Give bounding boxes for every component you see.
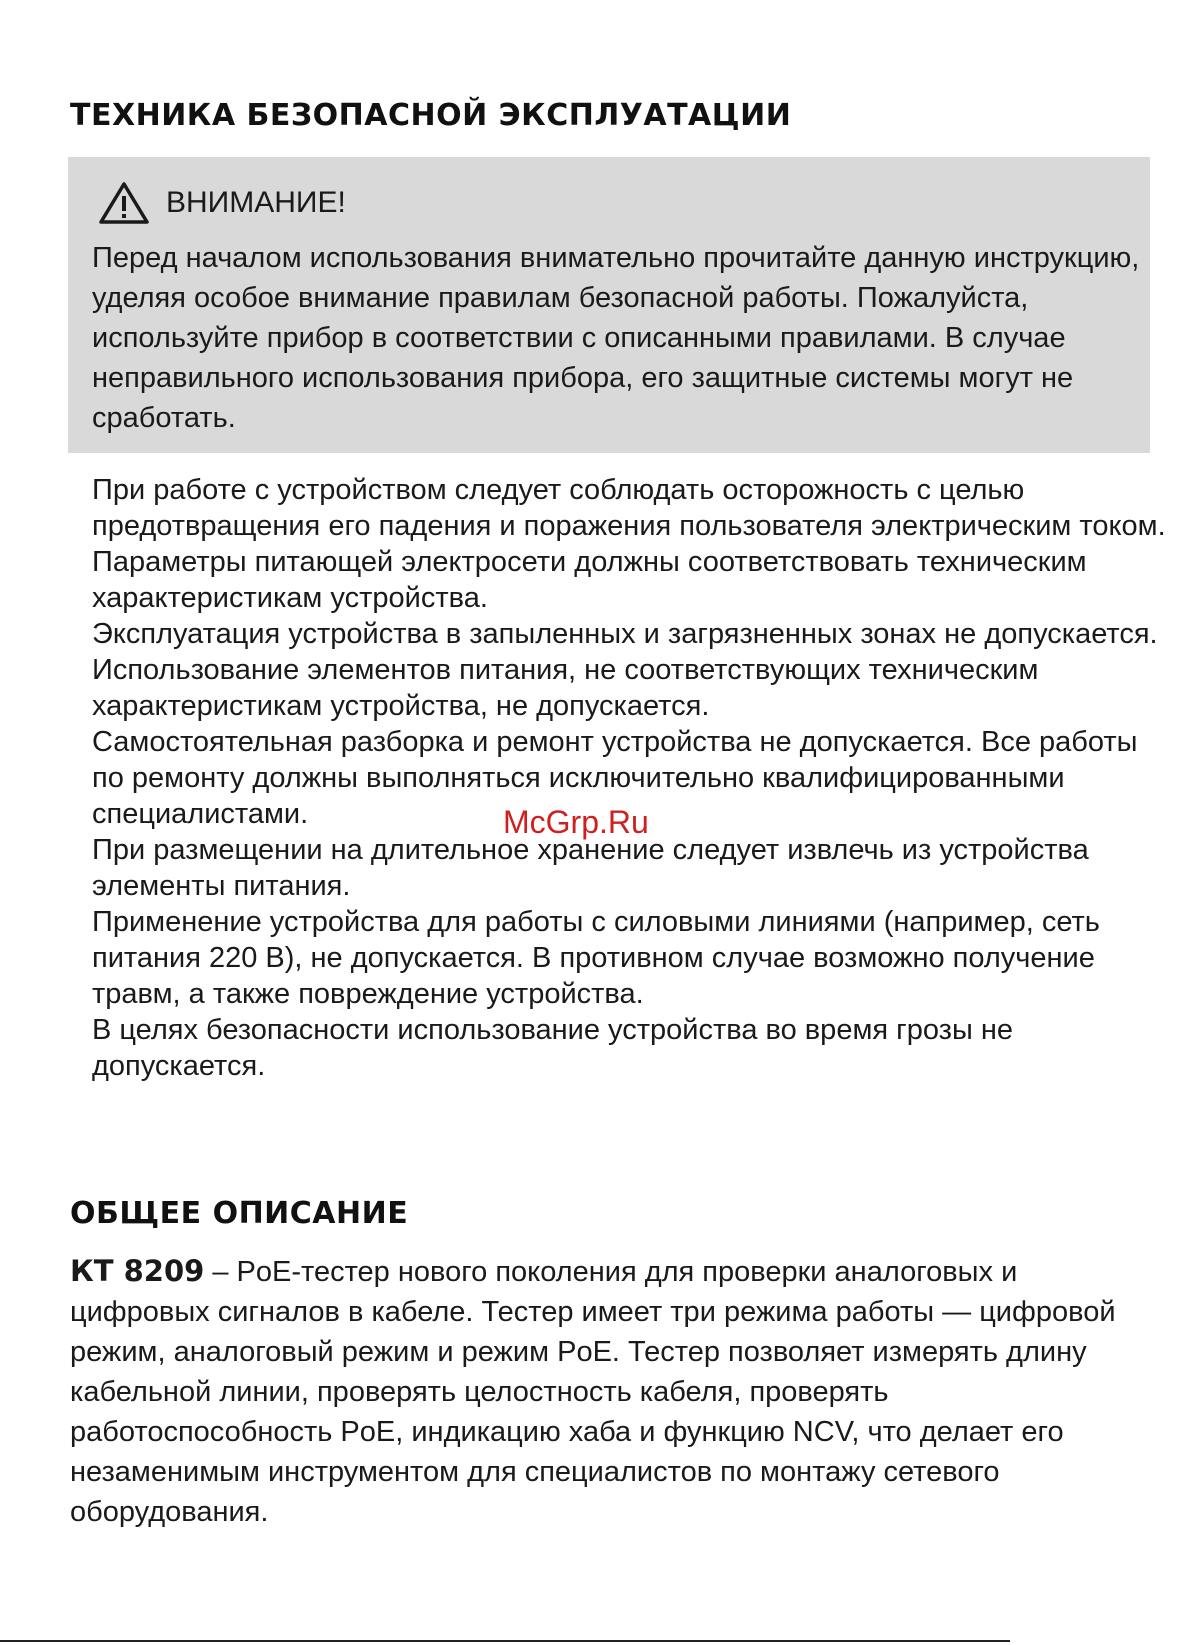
safety-rule: Самостоятельная разборка и ремонт устройства не допускается. Все работы по ремонту должны выполняться исключительно квалифицированными специалистами. [92,726,1138,830]
safety-rule: Эксплуатация устройства в запыленных и загрязненных зонах не допускается. [92,618,1158,650]
general-heading: ОБЩЕЕ ОПИСАНИЕ [70,1196,409,1231]
description-text: – PoE-тестер нового поколения для проверки аналоговых и цифровых сигналов в кабеле. Тестер имеет три режима работы — цифровой режим, аналоговый режим и режим PoE. Тестер позволяет измерять длину кабельной линии, проверять целостность кабеля, проверять работоспособность PoE, индикацию хаба и функцию NCV, что делает его незаменимым инструментом для специалистов по монтажу сетевого оборудования. [70,1256,1116,1528]
watermark: McGrp.Ru [503,804,649,840]
warning-text: Перед началом использования внимательно прочитайте данную инструкцию, уделяя особое внимание правилам безопасной работы. Пожалуйста, используйте прибор в соответствии с описанными правилами. В случае неправильного использования прибора, его защитные системы могут не сработать. [92,242,1140,434]
safety-rules-list [92,472,1172,1084]
bottom-divider [0,1640,1010,1642]
safety-rule: Использование элементов питания, не соответствующих техническим характеристикам устройства, не допускается. [92,654,1039,722]
safety-rule: В целях безопасности использование устройства во время грозы не допускается. [92,1014,1013,1082]
safety-rule: Применение устройства для работы с силовыми линиями (например, сеть питания 220 В), не допускается. В противном случае возможно получение травм, а также повреждение устройства. [92,906,1100,1010]
warning-title: ВНИМАНИЕ! [166,186,346,219]
safety-rule: При работе с устройством следует соблюдать осторожность с целью предотвращения его падения и поражения пользователя электрическим током. [92,474,1166,542]
warning-title-row [98,181,346,225]
safety-rule: Параметры питающей электросети должны соответствовать техническим характеристикам устройства. [92,546,1087,614]
model-name: КТ 8209 [70,1254,205,1288]
warning-triangle-icon [98,181,150,225]
safety-rule: При размещении на длительное хранение следует извлечь из устройства элементы питания. [92,834,1089,902]
safety-heading: ТЕХНИКА БЕЗОПАСНОЙ ЭКСПЛУАТАЦИИ [70,98,792,133]
general-description [70,1251,1150,1532]
